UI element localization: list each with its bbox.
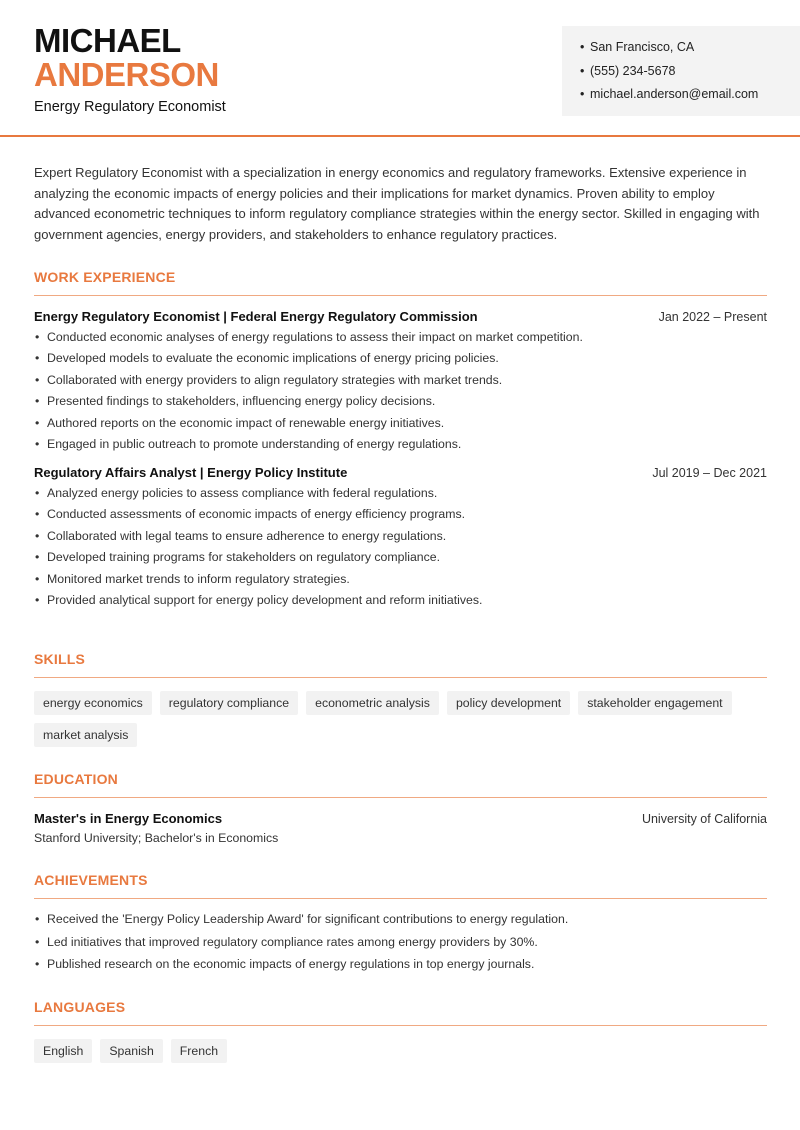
list-item: • Collaborated with legal teams to ensure adherence to energy regulations. (34, 529, 767, 544)
list-item: • Published research on the economic impacts of energy regulations in top energy journals. (34, 957, 767, 972)
contact-box (562, 26, 800, 116)
contact-phone: • (555) 234-5678 (580, 63, 800, 87)
first-name: MICHAEL (34, 22, 181, 59)
list-item: • Engaged in public outreach to promote understanding of energy regulations. (34, 437, 767, 452)
job-role: Regulatory Affairs Analyst | Energy Policy Institute (34, 464, 348, 480)
skills-section (34, 651, 767, 747)
work-experience-section (34, 269, 767, 621)
list-item: • Authored reports on the economic impact of renewable energy initiatives. (34, 416, 767, 431)
section-title: SKILLS (34, 651, 767, 678)
list-item: • Conducted economic analyses of energy regulations to assess their impact on market competition. (34, 330, 767, 345)
list-item: • Developed training programs for stakeholders on regulatory compliance. (34, 550, 767, 565)
education-section (34, 771, 767, 845)
resume-header (0, 0, 800, 137)
degree: Master's in Energy Economics (34, 811, 223, 826)
job-entry (34, 309, 767, 452)
education-detail: Stanford University; Bachelor's in Economics (34, 831, 279, 845)
skill-tag: policy development (447, 691, 570, 715)
list-item: • Provided analytical support for energy policy development and reform initiatives. (34, 593, 767, 608)
school: University of California (641, 812, 767, 826)
language-tag: Spanish (100, 1039, 162, 1063)
list-item: • Presented findings to stakeholders, influencing energy policy decisions. (34, 394, 767, 409)
skill-tag: energy economics (34, 691, 152, 715)
skill-tags (34, 691, 767, 747)
job-role: Energy Regulatory Economist | Federal Energy Regulatory Commission (34, 309, 478, 324)
last-name: ANDERSON (34, 56, 219, 93)
list-item: • Developed models to evaluate the economic implications of energy pricing policies. (34, 351, 767, 366)
job-dates: Jan 2022 – Present (658, 310, 767, 324)
languages-section (34, 999, 767, 1063)
list-item: • Conducted assessments of economic impacts of energy efficiency programs. (34, 507, 767, 522)
language-tag: French (171, 1039, 227, 1063)
skill-tag: econometric analysis (306, 691, 439, 715)
section-title: EDUCATION (34, 771, 767, 798)
section-title: LANGUAGES (34, 999, 767, 1026)
contact-email: • michael.anderson@email.com (580, 86, 800, 110)
skill-tag: stakeholder engagement (578, 691, 731, 715)
contact-list (580, 39, 800, 110)
resume-body (34, 163, 767, 1058)
job-title: Energy Regulatory Economist (34, 99, 226, 115)
job-entry (34, 465, 767, 608)
list-item: • Monitored market trends to inform regulatory strategies. (34, 572, 767, 587)
achievements-section (34, 872, 767, 980)
section-title: WORK EXPERIENCE (34, 269, 767, 296)
skill-tag: regulatory compliance (160, 691, 298, 715)
achievement-list (34, 912, 767, 972)
list-item: • Collaborated with energy providers to align regulatory strategies with market trends. (34, 373, 767, 388)
language-tags (34, 1039, 767, 1063)
job-bullets (34, 330, 767, 452)
job-bullets (34, 486, 767, 608)
list-item: • Led initiatives that improved regulatory compliance rates among energy providers by 30%. (34, 935, 767, 950)
job-dates: Jul 2019 – Dec 2021 (652, 465, 767, 480)
skill-tag: market analysis (34, 723, 137, 747)
section-title: ACHIEVEMENTS (34, 872, 767, 899)
language-tag: English (34, 1039, 92, 1063)
contact-location: • San Francisco, CA (580, 39, 800, 63)
summary: Expert Regulatory Economist with a specialization in energy economics and regulatory frameworks. Extensive experience in analyzing the economic impacts of energy policies and their implications for market dynamics. Proven ability to employ advanced econometric techniques to inform regulatory compliance strategies within the energy sector. Skilled in engaging with government agencies, energy providers, and stakeholders to enhance regulatory practices. (34, 165, 760, 242)
list-item: • Received the 'Energy Policy Leadership Award' for significant contributions to energy regulation. (34, 912, 767, 927)
list-item: • Analyzed energy policies to assess compliance with federal regulations. (34, 486, 767, 501)
candidate-name (34, 24, 219, 92)
